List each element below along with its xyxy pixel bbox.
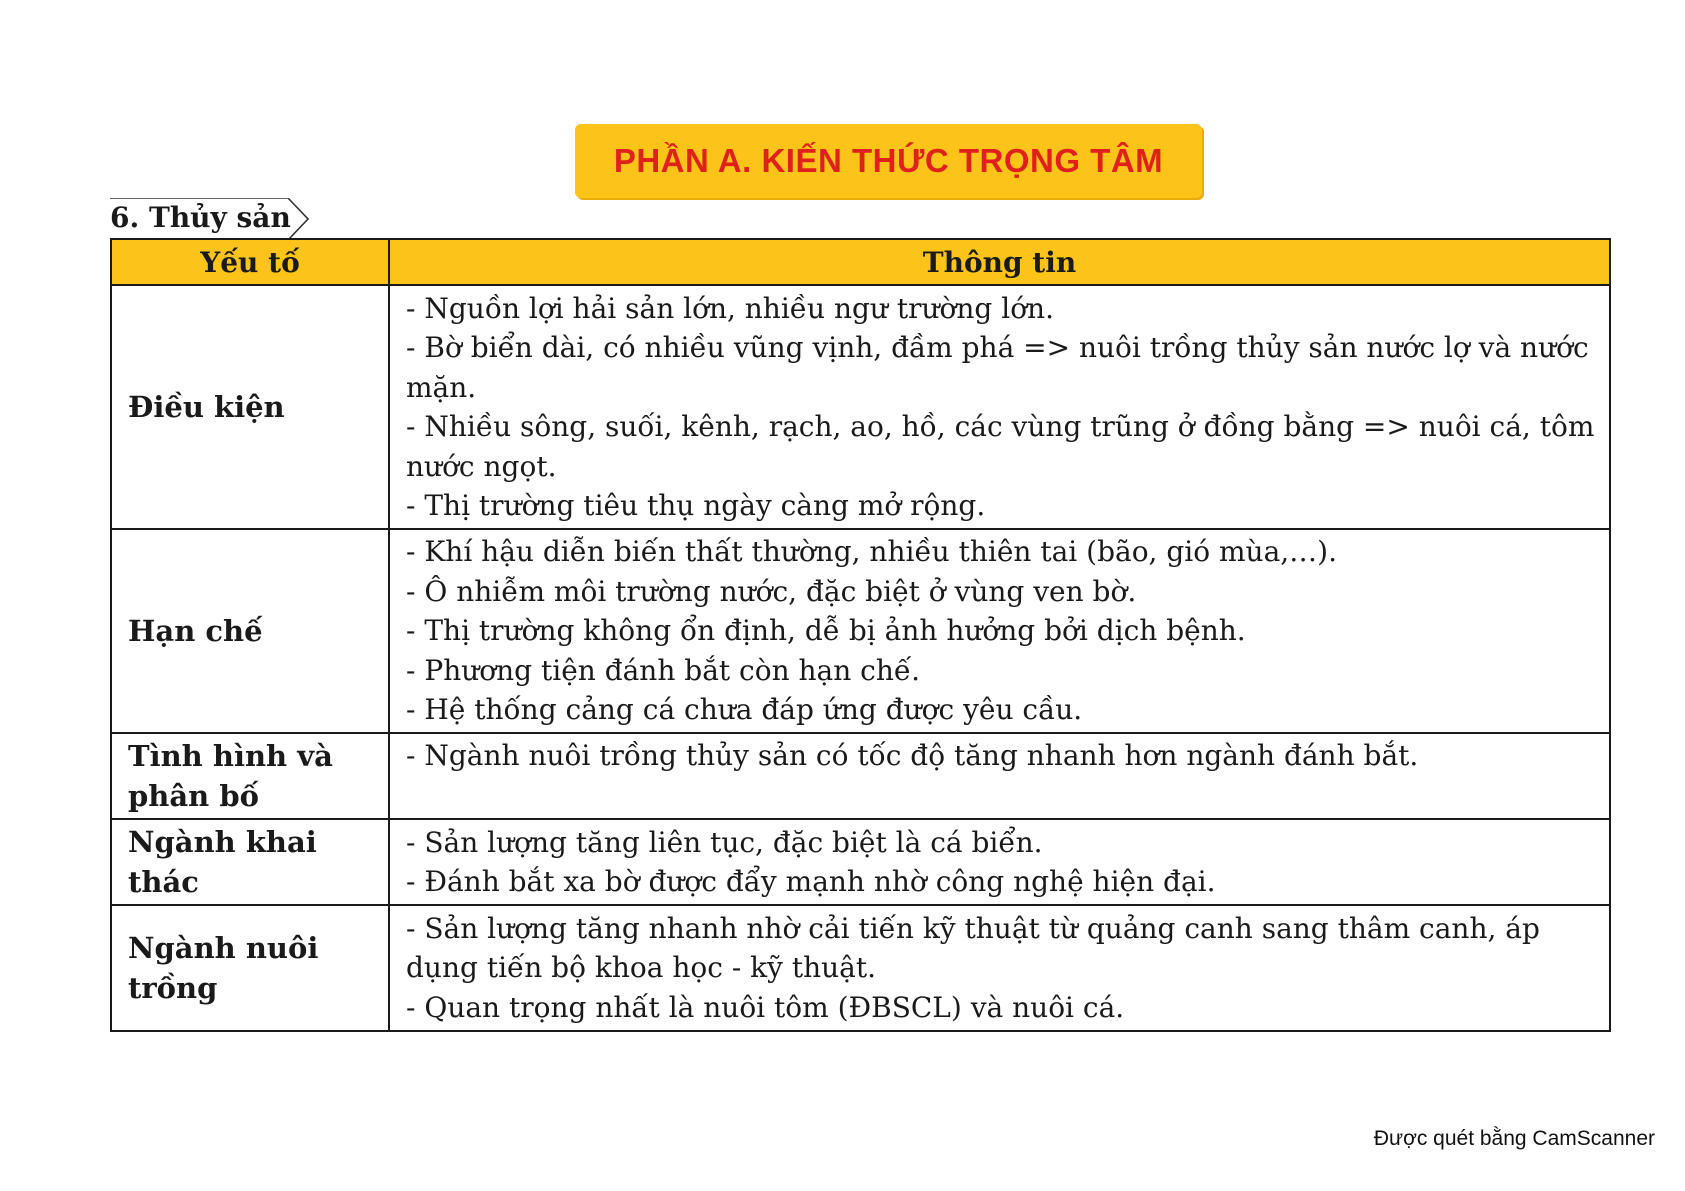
info-line: - Thị trường tiêu thụ ngày càng mở rộng. [406,489,986,522]
row-info [389,529,1610,733]
row-info [389,905,1610,1031]
info-line: - Phương tiện đánh bắt còn hạn chế. [406,653,921,687]
info-line: - Nhiều sông, suối, kênh, rạch, ao, hồ, các vùng trũng ở đồng bằng => nuôi cá, tôm nước ngọt. [406,410,1595,483]
table-row [111,819,1610,905]
scanner-watermark: Được quét bằng CamScanner [1373,1127,1655,1150]
info-line: - Nguồn lợi hải sản lớn, nhiều ngư trường lớn. [406,291,1054,325]
row-factor: Ngành nuôi trồng [111,905,389,1031]
info-line: - Khí hậu diễn biến thất thường, nhiều thiên tai (bão, gió mùa,…). [406,535,1337,569]
info-line: - Bờ biển dài, có nhiều vũng vịnh, đầm phá => nuôi trồng thủy sản nước lợ và nước mặn. [406,331,1589,404]
topic-label-text: 6. Thủy sản [110,201,291,234]
info-line: - Sản lượng tăng nhanh nhờ cải tiến kỹ thuật từ quảng canh sang thâm canh, áp dụng tiến bộ khoa học - kỹ thuật. [406,911,1540,985]
table-row [111,733,1610,819]
row-factor: Điều kiện [111,285,389,529]
table-row [111,905,1610,1031]
row-factor: Ngành khai thác [111,819,389,905]
info-line: - Ô nhiễm môi trường nước, đặc biệt ở vùng ven bờ. [406,574,1137,608]
topic-label [110,198,310,240]
row-factor: Tình hình và phân bố [111,733,389,819]
table-row [111,529,1610,733]
section-title: PHẦN A. KIẾN THỨC TRỌNG TÂM [613,142,1164,179]
info-line: - Thị trường không ổn định, dễ bị ảnh hưởng bởi dịch bệnh. [406,614,1246,648]
table-header-row [111,239,1610,285]
section-title-banner [575,124,1202,198]
row-info [389,285,1610,529]
column-header-factor: Yếu tố [111,239,389,285]
column-header-info: Thông tin [389,239,1610,285]
info-line: - Đánh bắt xa bờ được đẩy mạnh nhờ công nghệ hiện đại. [406,865,1216,898]
info-line: - Hệ thống cảng cá chưa đáp ứng được yêu cầu. [406,693,1083,727]
info-line: - Sản lượng tăng liên tục, đặc biệt là cá biển. [406,825,1043,859]
row-info [389,819,1610,905]
table-row [111,285,1610,529]
row-info [389,733,1610,819]
info-table [110,238,1611,1032]
info-line: - Ngành nuôi trồng thủy sản có tốc độ tăng nhanh hơn ngành đánh bắt. [406,739,1419,772]
info-line: - Quan trọng nhất là nuôi tôm (ĐBSCL) và nuôi cá. [406,990,1125,1024]
row-factor: Hạn chế [111,529,389,733]
